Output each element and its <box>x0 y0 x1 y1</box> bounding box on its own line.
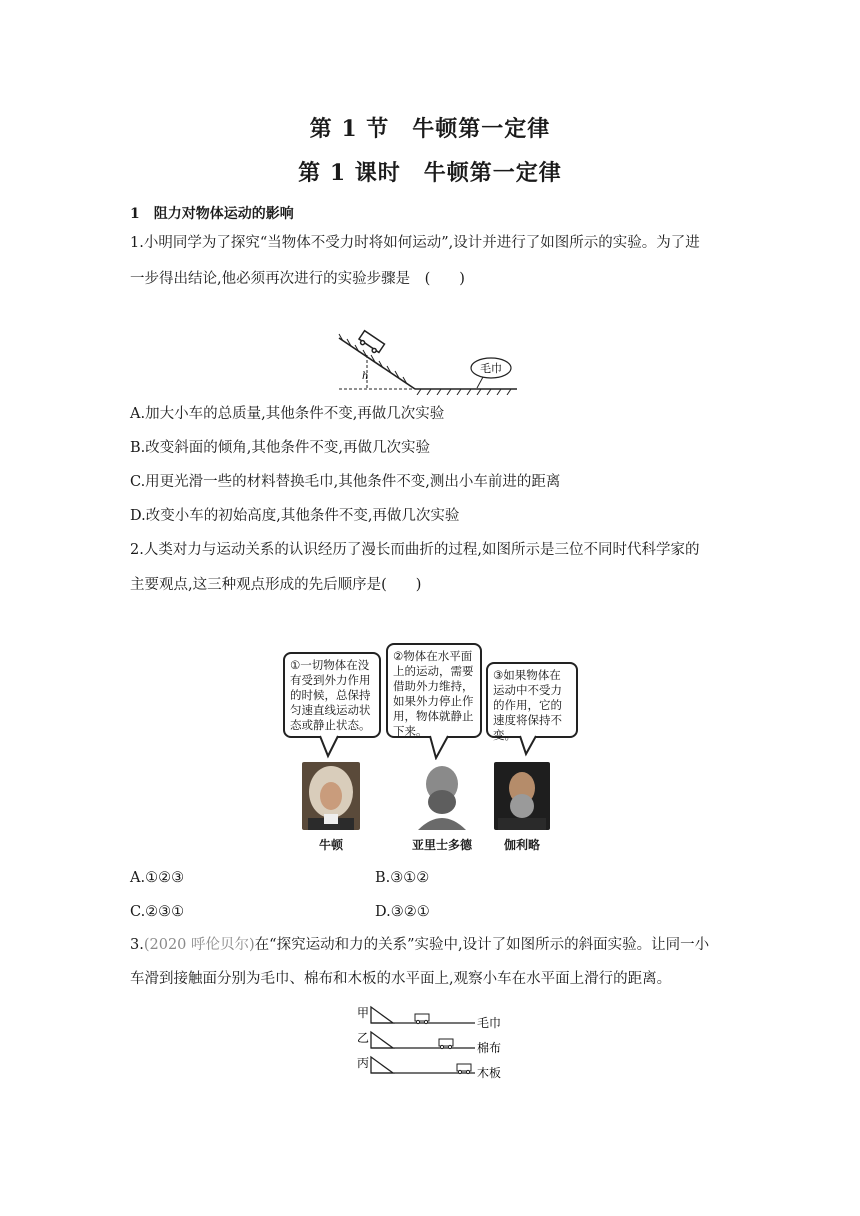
q3-source: (2020 呼伦贝尔) <box>143 937 255 953</box>
chapter-title: 第 1 节 牛顿第一定律 <box>309 116 551 142</box>
row-tag-jia: 甲 <box>357 1006 370 1020</box>
newton-name: 牛顿 <box>318 838 343 852</box>
galileo-name: 伽利略 <box>503 838 540 852</box>
q2-option-b[interactable]: B.③①② <box>375 870 430 886</box>
q1-option-b[interactable]: B.改变斜面的倾角,其他条件不变,再做几次实验 <box>130 440 430 456</box>
q1-option-c[interactable]: C.用更光滑一些的材料替换毛巾,其他条件不变,测出小车前进的距离 <box>130 474 561 490</box>
q2-option-a[interactable]: A.①②③ <box>130 870 185 886</box>
aristotle-name: 亚里士多德 <box>411 838 472 852</box>
surface-cotton: 棉布 <box>477 1041 502 1055</box>
height-label: h <box>362 371 369 382</box>
newton-viewpoint-bubble: ①一切物体在没有受到外力作用的时候，总保持匀速直线运动状态或静止状态。 <box>283 652 381 738</box>
section-heading: 1 阻力对物体运动的影响 <box>130 206 294 222</box>
galileo-portrait <box>494 762 550 830</box>
cart-icon <box>457 1064 471 1074</box>
bubble-tails <box>280 734 580 760</box>
q2-text-line2: 主要观点,这三种观点形成的先后顺序是( ) <box>130 577 422 593</box>
q2-option-c[interactable]: C.②③① <box>130 904 185 920</box>
q3-text-line2: 车滑到接触面分别为毛巾、棉布和木板的水平面上,观察小车在水平面上滑行的距离。 <box>130 971 672 987</box>
surface-wood: 木板 <box>477 1066 502 1080</box>
q2-option-d[interactable]: D.③②① <box>375 904 430 920</box>
galileo-viewpoint-bubble: ③如果物体在运动中不受力的作用，它的速度将保持不变。 <box>486 662 578 738</box>
q1-incline-figure <box>335 325 525 395</box>
q2-text-line1: 2.人类对力与运动关系的认识经历了漫长而曲折的过程,如图所示是三位不同时代科学家的 <box>130 542 700 558</box>
q3-text-line1 <box>130 935 709 955</box>
row-tag-bing: 丙 <box>357 1056 370 1070</box>
lesson-title: 第 1 课时 牛顿第一定律 <box>298 160 562 186</box>
q3-number: 3. <box>130 937 144 953</box>
q1-text-line1: 1.小明同学为了探究“当物体不受力时将如何运动”,设计并进行了如图所示的实验。为了进 <box>130 235 700 251</box>
surface-towel: 毛巾 <box>477 1016 502 1030</box>
q3-slope-figure <box>355 1003 515 1083</box>
q1-text-line2: 一步得出结论,他必须再次进行的实验步骤是 ( ) <box>130 271 465 287</box>
towel-label: 毛巾 <box>480 362 502 375</box>
q3-text-line1-body: 在“探究运动和力的关系”实验中,设计了如图所示的斜面实验。让同一小 <box>254 937 710 953</box>
q1-option-a[interactable]: A.加大小车的总质量,其他条件不变,再做几次实验 <box>130 406 445 422</box>
cart-icon <box>439 1039 453 1049</box>
q1-option-d[interactable]: D.改变小车的初始高度,其他条件不变,再做几次实验 <box>130 508 460 524</box>
cart-icon <box>357 331 384 355</box>
newton-portrait <box>302 762 360 830</box>
aristotle-bust <box>410 762 474 830</box>
aristotle-viewpoint-bubble: ②物体在水平面上的运动，需要借助外力维持，如果外力停止作用，物体就静止下来。 <box>386 643 482 738</box>
row-tag-yi: 乙 <box>357 1031 370 1045</box>
cart-icon <box>415 1014 429 1024</box>
